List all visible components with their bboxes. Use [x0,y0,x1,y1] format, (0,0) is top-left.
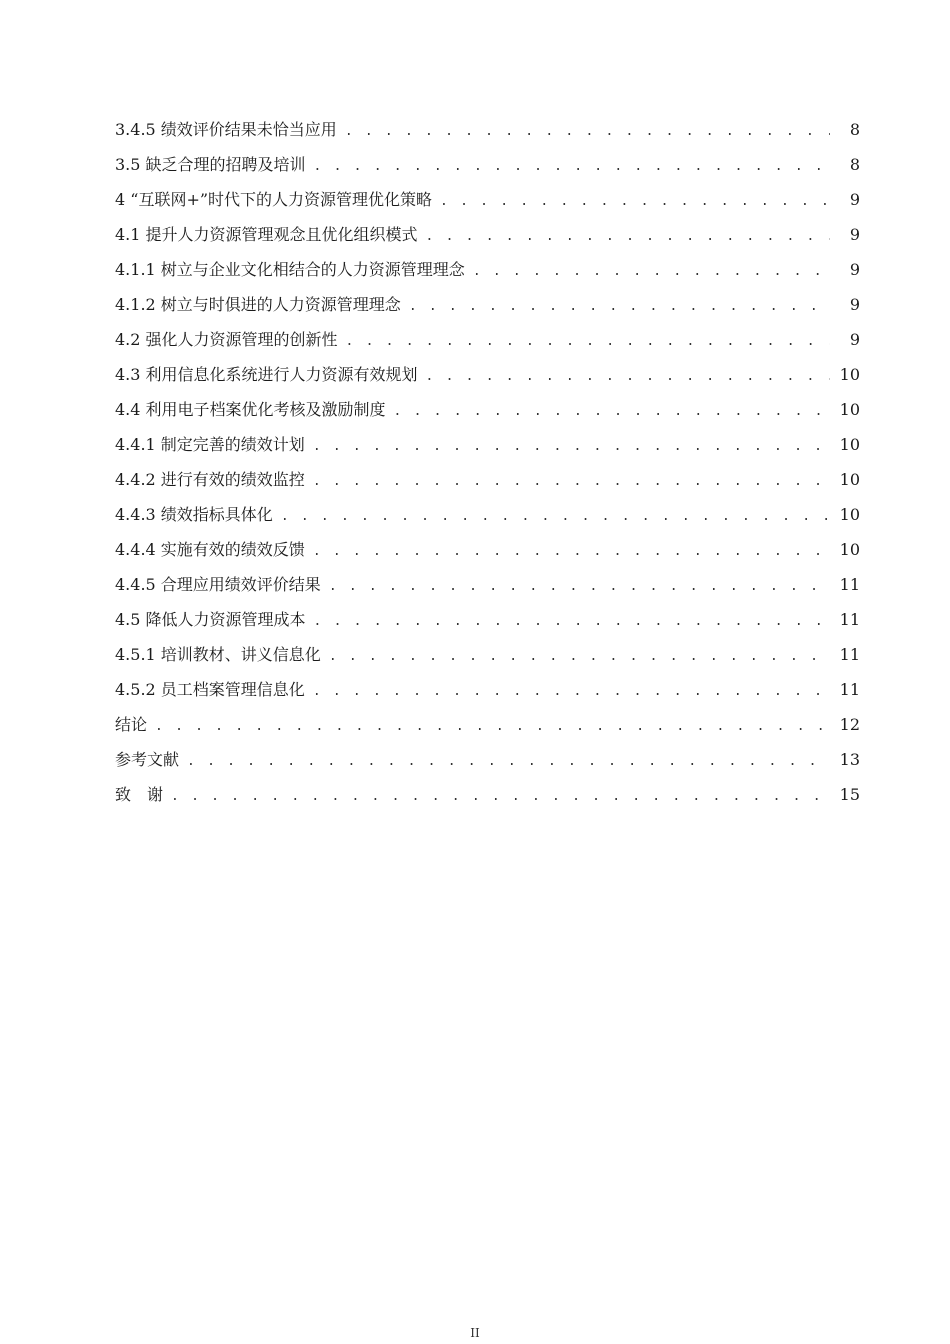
toc-entry[interactable] [115,392,860,427]
toc-dot-leader [187,744,830,779]
toc-entry[interactable] [115,217,860,252]
toc-entry[interactable] [115,182,860,217]
toc-entry-page: 13 [839,750,860,769]
toc-entry-page: 10 [839,470,860,489]
toc-dot-leader [426,359,830,394]
toc-dot-leader [155,709,830,744]
toc-entry[interactable] [115,637,860,672]
toc-dot-leader [313,534,830,569]
toc-dot-leader [281,499,830,534]
toc-entry-page: 12 [839,715,860,734]
toc-entry[interactable] [115,672,860,707]
toc-entry-title: 4.5.1 培训教材、讲义信息化 [115,645,321,664]
toc-entry-page: 10 [839,505,860,524]
toc-entry[interactable] [115,322,860,357]
toc-entry[interactable] [115,567,860,602]
toc-entry-page: 10 [839,540,860,559]
toc-entry-title: 4.3 利用信息化系统进行人力资源有效规划 [115,365,418,384]
toc-entry[interactable] [115,287,860,322]
toc-entry-page: 9 [849,190,860,209]
toc-entry-page: 9 [849,330,860,349]
toc-entry-page: 10 [839,435,860,454]
toc-entry[interactable] [115,252,860,287]
toc-entry-page: 10 [839,400,860,419]
toc-entry[interactable] [115,497,860,532]
toc-entry-title: 3.4.5 绩效评价结果未恰当应用 [115,120,337,139]
toc-dot-leader [329,639,830,674]
toc-entry-title: 4.4.2 进行有效的绩效监控 [115,470,305,489]
toc-entry-title: 4.4.4 实施有效的绩效反馈 [115,540,305,559]
toc-entry-title: 致 谢 [115,785,164,804]
toc-dot-leader [313,674,830,709]
toc-entry-title: 4.4.3 绩效指标具体化 [115,505,273,524]
toc-entry-title: 4.4.5 合理应用绩效评价结果 [115,575,321,594]
toc-entry-title: 4.1.2 树立与时俱进的人力资源管理理念 [115,295,401,314]
toc-entry-page: 11 [839,680,860,699]
toc-dot-leader [473,254,830,289]
toc-entry[interactable] [115,742,860,777]
toc-entry-title: 4 “互联网+”时代下的人力资源管理优化策略 [115,190,433,209]
toc-entry-title: 4.4.1 制定完善的绩效计划 [115,435,305,454]
toc-entry[interactable] [115,532,860,567]
toc-entry-title: 4.5.2 员工档案管理信息化 [115,680,305,699]
toc-dot-leader [345,114,830,149]
toc-entry[interactable] [115,462,860,497]
toc-entry-page: 9 [849,295,860,314]
page-number-footer: II [470,1326,480,1340]
toc-dot-leader [394,394,830,429]
toc-entry-title: 结论 [115,715,148,734]
toc-entry-page: 8 [849,120,860,139]
toc-dot-leader [409,289,830,324]
toc-entry-page: 11 [839,610,860,629]
toc-dot-leader [440,184,830,219]
toc-dot-leader [314,604,830,639]
toc-entry-title: 3.5 缺乏合理的招聘及培训 [115,155,306,174]
toc-dot-leader [171,779,830,814]
toc-entry-page: 11 [839,575,860,594]
toc-entry-page: 8 [849,155,860,174]
toc-entry-page: 10 [839,365,860,384]
toc-dot-leader [329,569,830,604]
toc-entry[interactable] [115,147,860,182]
toc-entry[interactable] [115,357,860,392]
toc-entry-page: 11 [839,645,860,664]
toc-entry-title: 4.2 强化人力资源管理的创新性 [115,330,338,349]
table-of-contents [115,112,860,812]
toc-entry[interactable] [115,707,860,742]
toc-entry[interactable] [115,427,860,462]
toc-entry-page: 15 [839,785,860,804]
toc-entry[interactable] [115,602,860,637]
toc-entry-title: 4.5 降低人力资源管理成本 [115,610,306,629]
toc-dot-leader [313,464,830,499]
toc-dot-leader [426,219,830,254]
toc-entry[interactable] [115,777,860,812]
toc-entry-page: 9 [849,260,860,279]
toc-entry-title: 参考文献 [115,750,180,769]
toc-dot-leader [346,324,830,359]
toc-dot-leader [313,429,830,464]
toc-entry-page: 9 [849,225,860,244]
toc-entry-title: 4.1 提升人力资源管理观念且优化组织模式 [115,225,418,244]
toc-entry-title: 4.1.1 树立与企业文化相结合的人力资源管理理念 [115,260,465,279]
toc-entry-title: 4.4 利用电子档案优化考核及激励制度 [115,400,386,419]
toc-entry[interactable] [115,112,860,147]
toc-dot-leader [314,149,830,184]
